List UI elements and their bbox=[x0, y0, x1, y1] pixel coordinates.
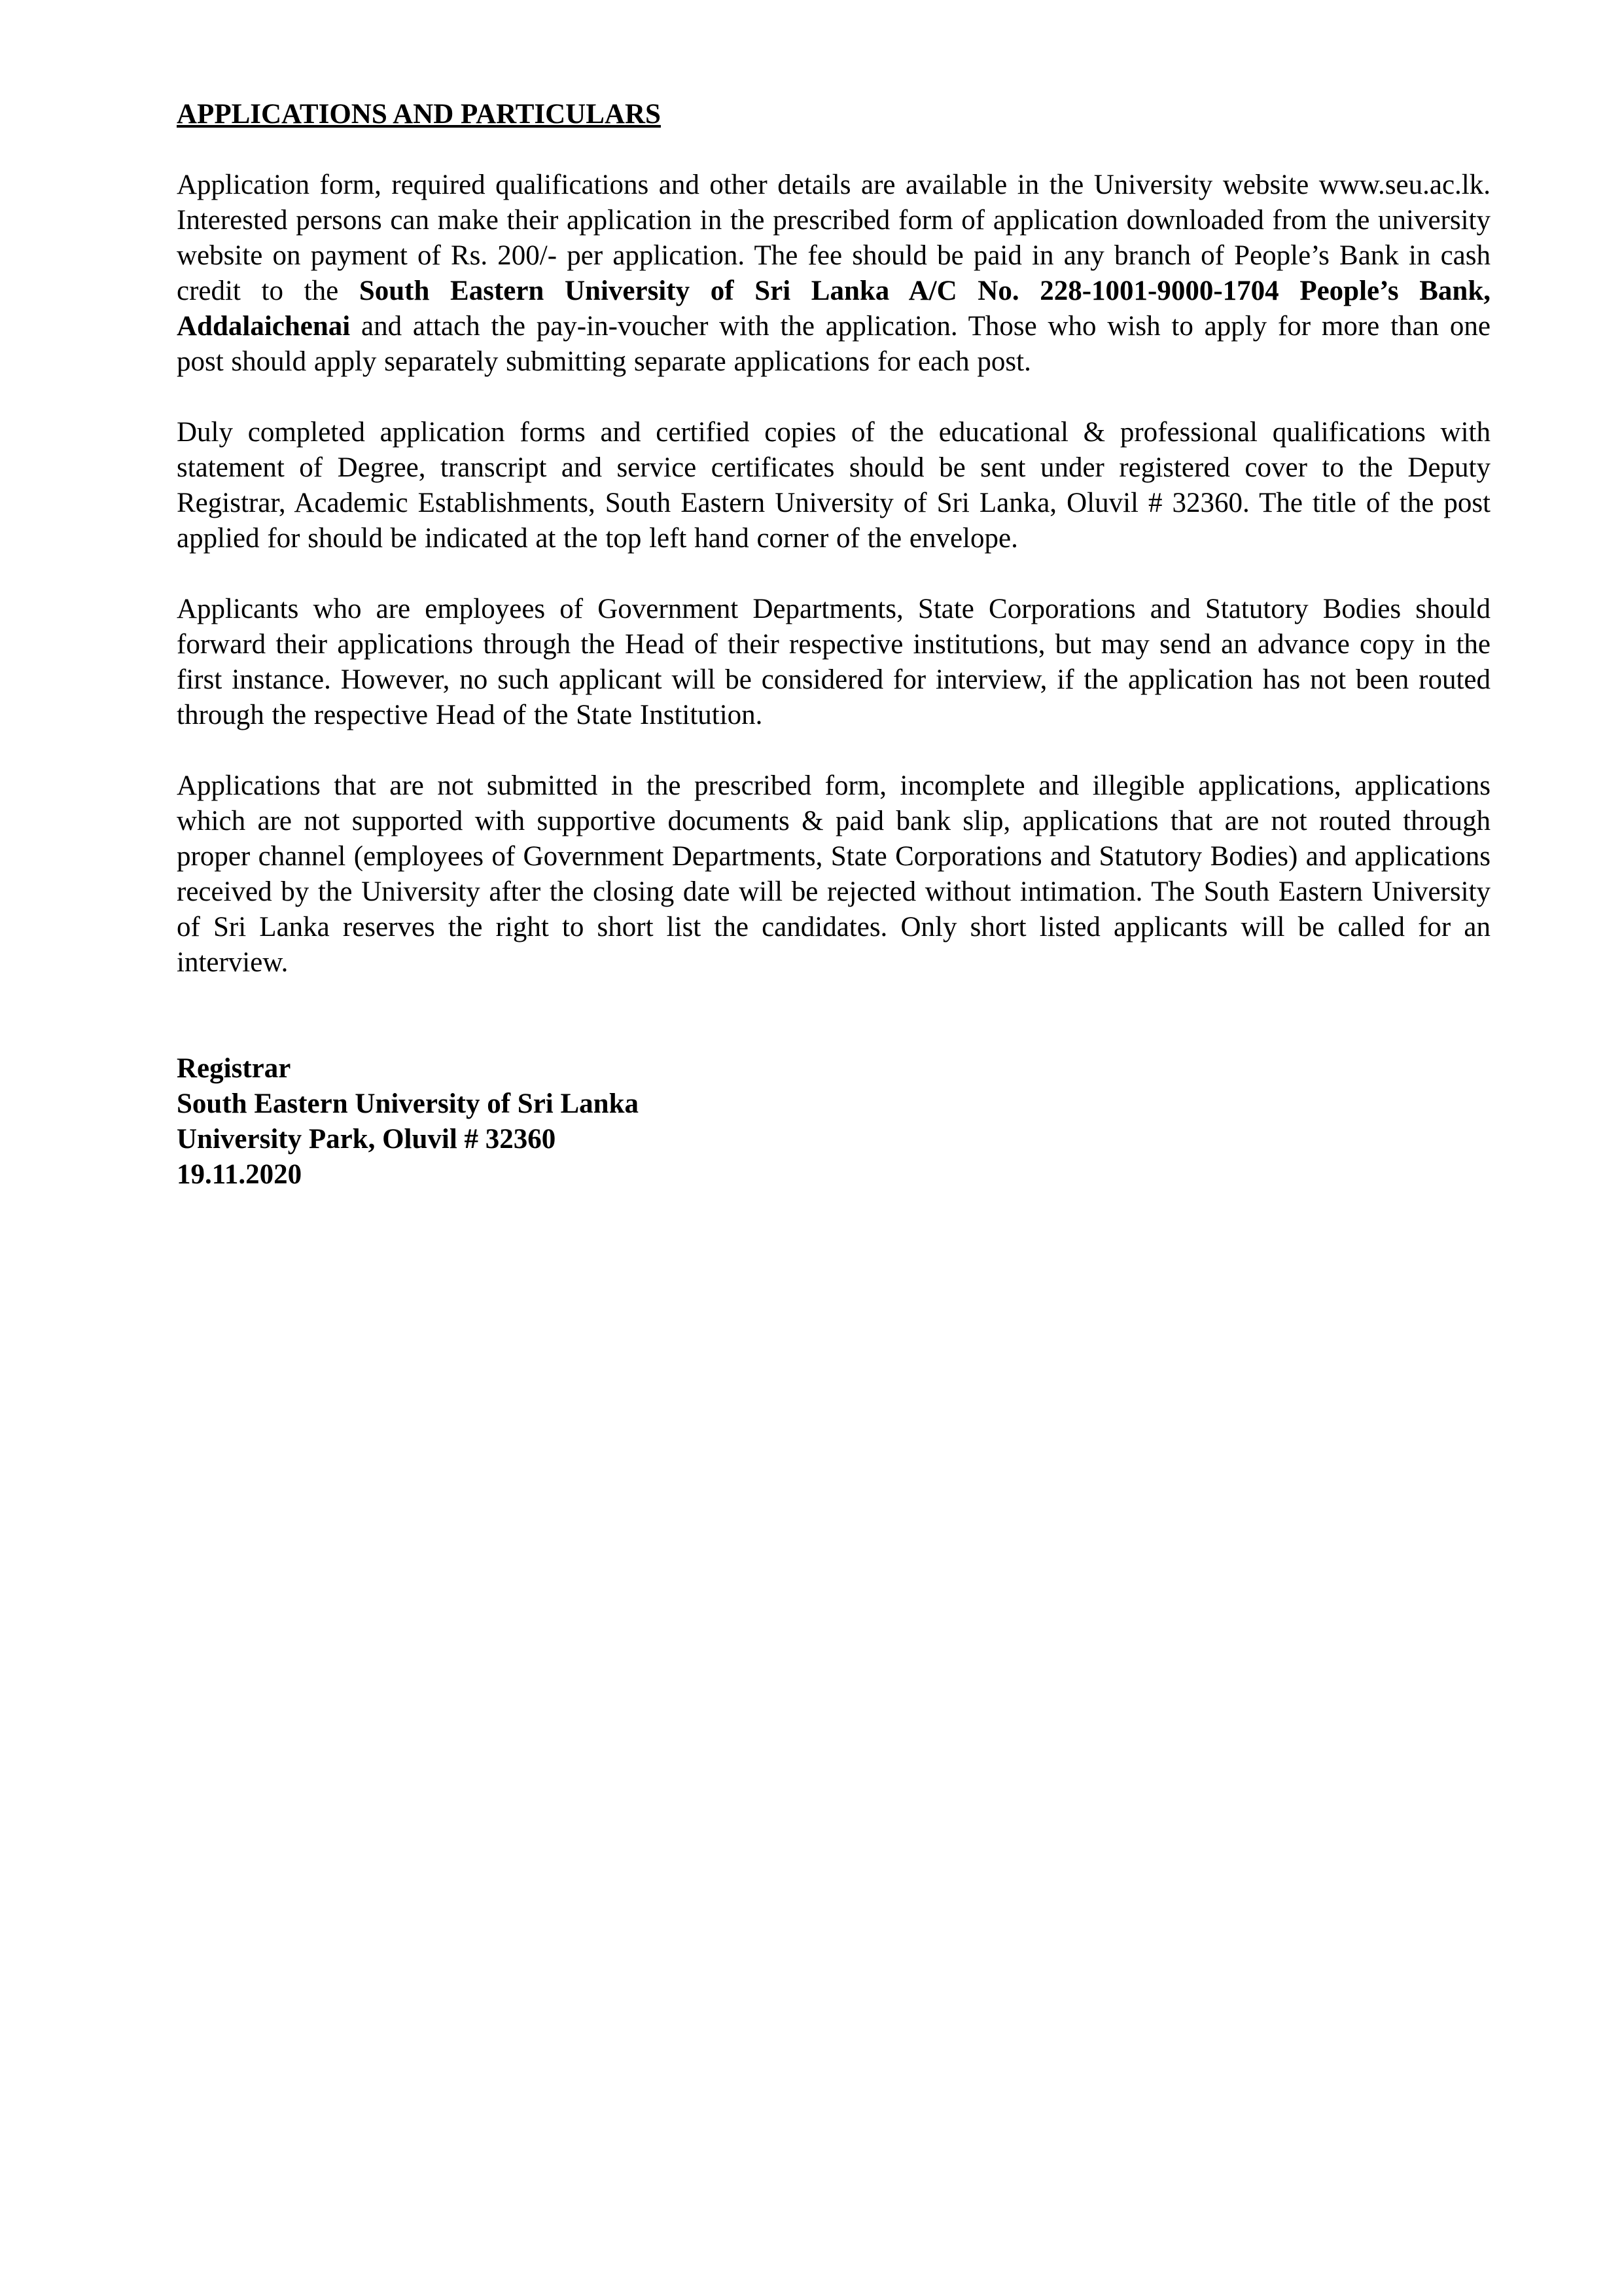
paragraph-application-form bbox=[177, 168, 1491, 380]
paragraph-rejection-criteria: Applications that are not submitted in the prescribed form, incomplete and illegible applications, applications which are not supported with supportive documents & paid bank slip, applications that are not routed through proper channel (employees of Government Departments, State Corporations and Statutory Bodies) and applications received by the University after the closing date will be rejected without intimation. The South Eastern University of Sri Lanka reserves the right to short list the candidates. Only short listed applicants will be called for an interview. bbox=[177, 770, 1491, 978]
paragraph-government-employees: Applicants who are employees of Government Departments, State Corporations and Statutory Bodies should forward their applications through the Head of their respective institutions, but may send an advance copy in the first instance. However, no such applicant will be considered for interview, if the application has not been routed through the respective Head of the State Institution. bbox=[177, 594, 1491, 730]
section-heading: APPLICATIONS AND PARTICULARS bbox=[177, 99, 661, 130]
document-content bbox=[177, 97, 1491, 1193]
paragraph-application-form-text-1: Application form, required qualifications and other details are available in the University website www.seu.ac.lk. Interested persons can make their application in the prescribed form of application downloaded from the university website on payment of Rs. 200/- per application. The fee should be paid in any branch of People’s Bank in cash credit to the bbox=[177, 170, 1491, 306]
paragraph-application-form-text-2: and attach the pay-in-voucher with the application. Those who wish to apply for more than one post should apply separately submitting separate applications for each post. bbox=[177, 311, 1491, 377]
signature-block bbox=[177, 1051, 1491, 1193]
paragraph-submission-instructions: Duly completed application forms and certified copies of the educational & professional qualifications with statement of Degree, transcript and service certificates should be sent under registered cover to the Deputy Registrar, Academic Establishments, South Eastern University of Sri Lanka, Oluvil # 32360. The title of the post applied for should be indicated at the top left hand corner of the envelope. bbox=[177, 417, 1491, 554]
signature-date: 19.11.2020 bbox=[177, 1159, 302, 1190]
signature-address: University Park, Oluvil # 32360 bbox=[177, 1124, 556, 1155]
bank-account-details: South Eastern University of Sri Lanka A/C No. 228-1001-9000-1704 People’s Bank, Addalaichenai bbox=[177, 276, 1491, 342]
signature-institution: South Eastern University of Sri Lanka bbox=[177, 1088, 639, 1119]
signature-title: Registrar bbox=[177, 1053, 291, 1084]
